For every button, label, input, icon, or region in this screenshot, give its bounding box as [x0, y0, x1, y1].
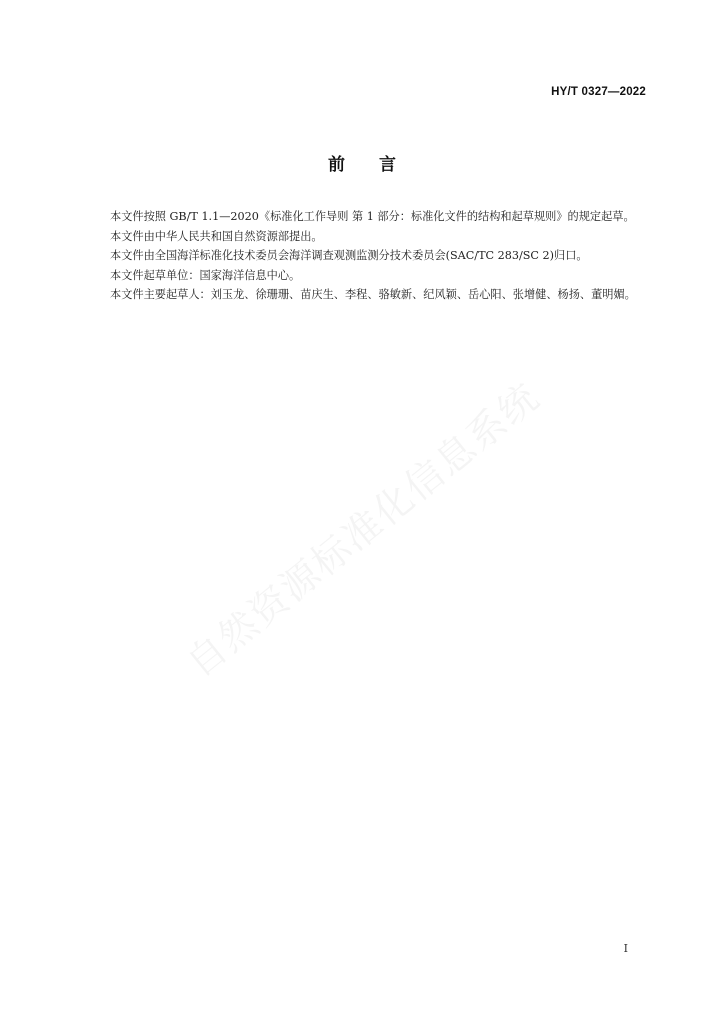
- paragraph-drafters: 本文件主要起草人：刘玉龙、徐珊珊、苗庆生、李程、骆敏新、纪风颖、岳心阳、张增健、杨扬、董明媚。: [110, 288, 636, 302]
- page-title-part-1: 前: [328, 155, 345, 175]
- page-title: [0, 150, 724, 175]
- paragraph-technical-committee: 本文件由全国海洋标准化技术委员会海洋调查观测监测分技术委员会(SAC/TC 283/SC 2)归口。: [110, 249, 588, 263]
- paragraph-drafting-organization: 本文件起草单位：国家海洋信息中心。: [110, 268, 301, 282]
- paragraph-drafting-rules: 本文件按照 GB/T 1.1—2020《标准化工作导则 第 1 部分：标准化文件的结构和起草规则》的规定起草。: [110, 210, 635, 223]
- foreword-body: [88, 207, 648, 305]
- document-code: HY/T 0327—2022: [551, 86, 646, 98]
- paragraph-proposer: 本文件由中华人民共和国自然资源部提出。: [110, 229, 323, 243]
- watermark-text: 自然资源标准化信息系统: [178, 374, 549, 686]
- page-title-part-2: 言: [379, 155, 396, 175]
- page-number: I: [623, 942, 628, 955]
